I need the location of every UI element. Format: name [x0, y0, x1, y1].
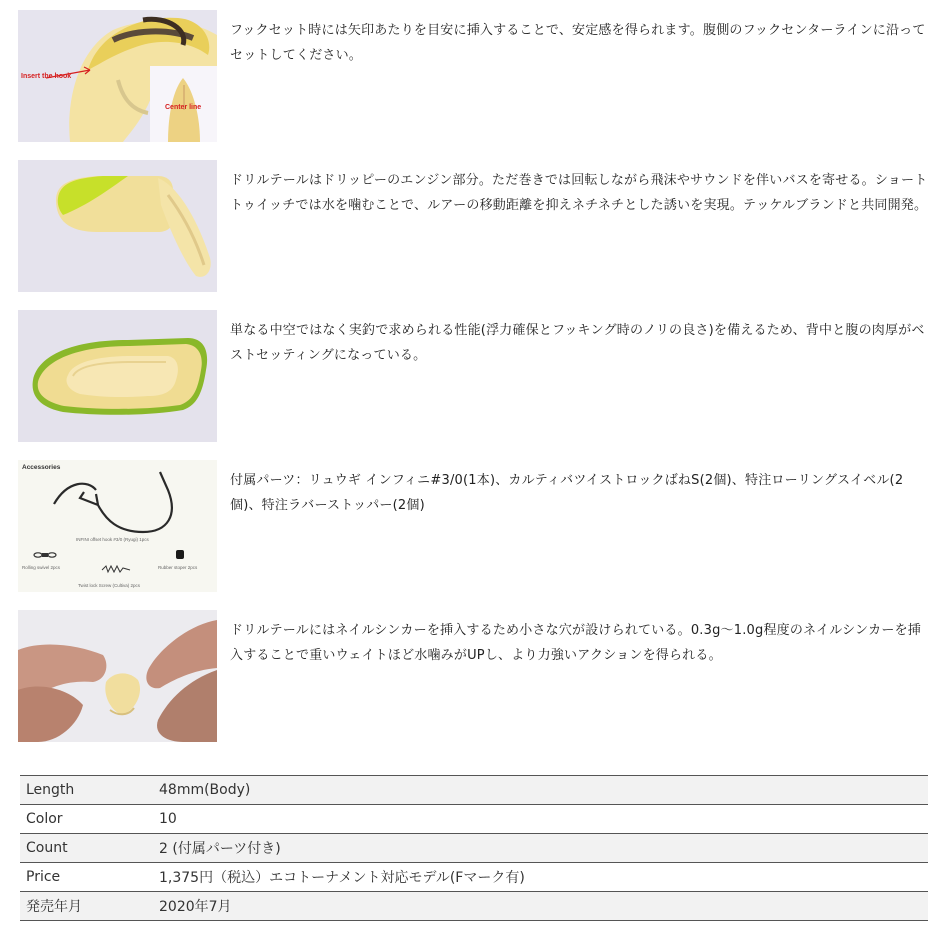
- spec-row-count: [20, 834, 928, 863]
- hook-caption: INFINI offset hook #3/0 (Ryugi) 1pcs: [76, 537, 149, 542]
- spec-value: 1,375円（税込）エコトーナメント対応モデル(Fマーク有): [153, 863, 928, 892]
- spec-label: Count: [20, 834, 153, 863]
- body-cross-section-photo: [18, 310, 217, 442]
- body-wall-text: 単なる中空ではなく実釣で求められる性能(浮力確保とフッキング時のノリの良さ)を備えるため、背中と腹の肉厚がベストセッティングになっている。: [230, 323, 925, 363]
- spec-value: 48mm(Body): [153, 776, 928, 805]
- rubber-stopper-icon: [176, 550, 184, 559]
- drill-tail-photo: [18, 160, 217, 292]
- spec-row-price: [20, 863, 928, 892]
- accessories-photo: [18, 460, 217, 592]
- spec-value: 10: [153, 805, 928, 834]
- spec-row-color: [20, 805, 928, 834]
- spec-table: [20, 775, 928, 921]
- hook-insert-photo: [18, 10, 217, 142]
- spec-row-length: [20, 776, 928, 805]
- spec-label: Length: [20, 776, 153, 805]
- spec-value: 2020年7月: [153, 892, 928, 921]
- stopper-caption: Rubber stoper 2pcs: [158, 565, 198, 570]
- center-line-label: Center line: [165, 104, 202, 111]
- spec-row-release-date: [20, 892, 928, 921]
- drill-tail-text: ドリルテールはドリッピーのエンジン部分。ただ巻きでは回転しながら飛沫やサウンドを伴いバスを寄せる。ショートトゥイッチでは水を噛むことで、ルアーの移動距離を抑えネチネチとした誘いを実現。テッケルブランドと共同開発。: [230, 173, 928, 213]
- spec-value: 2 (付属パーツ付き): [153, 834, 928, 863]
- nail-sinker-text: ドリルテールにはネイルシンカーを挿入するため小さな穴が設けられている。0.3g～1.0g程度のネイルシンカーを挿入することで重いウェイトほど水噛みがUPし、より力強いアクションを得られる。: [230, 623, 921, 663]
- insert-hook-label: Insert the hook: [21, 73, 72, 80]
- spec-label: 発売年月: [20, 892, 153, 921]
- spec-label: Price: [20, 863, 153, 892]
- hook-insert-text: フックセット時には矢印あたりを目安に挿入することで、安定感を得られます。腹側のフックセンターラインに沿ってセットしてください。: [230, 23, 926, 63]
- accessories-text: 付属パーツ：リュウギ インフィニ#3/0(1本)、カルティバツイストロックばねS(2個)、特注ローリングスイベル(2個)、特注ラバーストッパー(2個): [230, 473, 904, 513]
- swivel-caption: Rolling swivel 2pcs: [22, 565, 61, 570]
- spec-label: Color: [20, 805, 153, 834]
- accessories-title: Accessories: [22, 464, 61, 471]
- twist-lock-caption: Twist lock Screw (Cultiva) 2pcs: [78, 583, 141, 588]
- nail-sinker-photo: [18, 610, 217, 742]
